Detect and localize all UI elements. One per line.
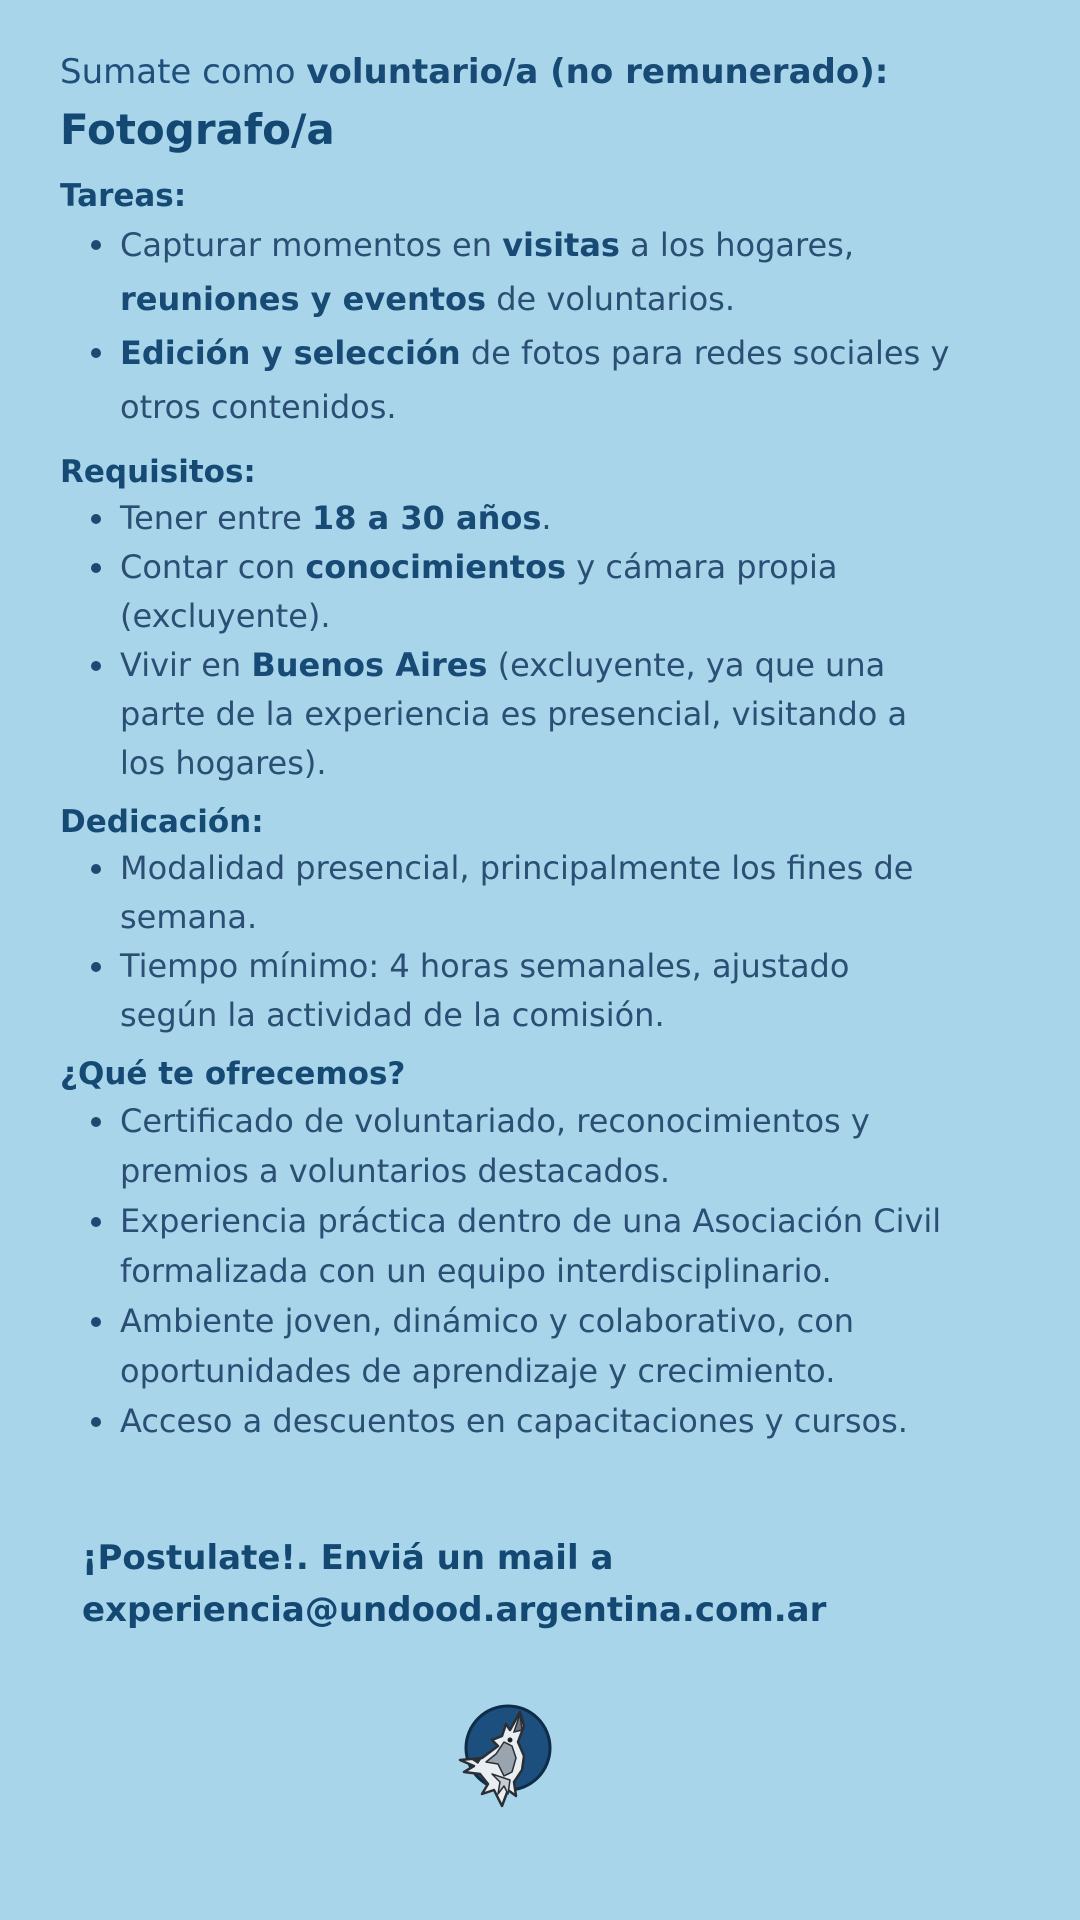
contact-email[interactable]: experiencia@undood.argentina.com.ar: [82, 1590, 827, 1630]
list-item: [120, 844, 1050, 942]
item-text: (excluyente, ya que una: [487, 646, 886, 684]
item-text: según la actividad de la comisión.: [120, 996, 665, 1034]
list-item: [120, 1096, 1050, 1196]
item-text: a los hogares,: [619, 226, 854, 264]
item-bold: 18 a 30 años: [311, 499, 542, 537]
section-title-tareas: Tareas:: [60, 178, 187, 214]
requisitos-list: [60, 494, 1050, 788]
item-text: y cámara propia: [566, 548, 838, 586]
list-item: [120, 218, 1050, 326]
item-text: Tiempo mínimo: 4 horas semanales, ajustado: [120, 947, 850, 985]
item-bold: conocimientos: [305, 548, 567, 586]
list-item: [120, 1396, 1050, 1446]
item-text: otros contenidos.: [120, 388, 397, 426]
list-item: [120, 1296, 1050, 1396]
list-item: [120, 543, 1050, 641]
role-title: Fotografo/a: [60, 105, 335, 154]
wolf-howling-icon: [452, 1702, 554, 1812]
item-text: de fotos para redes sociales y: [460, 334, 950, 372]
ofrecemos-list: [60, 1096, 1050, 1446]
item-bold: reuniones y eventos: [120, 280, 487, 318]
list-item: [120, 1196, 1050, 1296]
item-text: .: [541, 499, 552, 537]
section-title-dedicacion: Dedicación:: [60, 804, 264, 840]
dedicacion-list: [60, 844, 1050, 1040]
item-text: Contar con: [120, 548, 306, 586]
tareas-list: [60, 218, 1050, 434]
item-text: Modalidad presencial, principalmente los fines de: [120, 849, 914, 887]
item-text: formalizada con un equipo interdisciplinario.: [120, 1252, 832, 1290]
item-text: Ambiente joven, dinámico y colaborativo, con: [120, 1302, 855, 1340]
list-item: [120, 641, 1050, 788]
item-text: Tener entre: [120, 499, 312, 537]
section-title-requisitos: Requisitos:: [60, 454, 256, 490]
apply-text: ¡Postulate!. Enviá un mail a: [82, 1538, 614, 1578]
apply-call-to-action: [82, 1532, 826, 1636]
item-text: Vivir en: [120, 646, 252, 684]
item-text: Certificado de voluntariado, reconocimientos y: [120, 1102, 870, 1140]
item-text: oportunidades de aprendizaje y crecimiento.: [120, 1352, 836, 1390]
item-text: Experiencia práctica dentro de una Asociación Civil: [120, 1202, 942, 1240]
item-text: Capturar momentos en: [120, 226, 503, 264]
item-text: los hogares).: [120, 744, 327, 782]
intro-line: [60, 46, 1050, 98]
item-text: (excluyente).: [120, 597, 331, 635]
item-bold: Edición y selección: [120, 334, 461, 372]
item-bold: Buenos Aires: [251, 646, 488, 684]
intro-prefix: Sumate como: [60, 52, 307, 92]
list-item: [120, 942, 1050, 1040]
item-text: semana.: [120, 898, 258, 936]
item-text: Acceso a descuentos en capacitaciones y cursos.: [120, 1402, 908, 1440]
poster-content: [60, 46, 1050, 1446]
item-bold: visitas: [502, 226, 620, 264]
list-item: [120, 326, 1050, 434]
item-text: premios a voluntarios destacados.: [120, 1152, 671, 1190]
intro-highlight: voluntario/a (no remunerado):: [306, 52, 889, 92]
item-text: parte de la experiencia es presencial, visitando a: [120, 695, 908, 733]
list-item: [120, 494, 1050, 543]
section-title-ofrecemos: ¿Qué te ofrecemos?: [60, 1056, 406, 1092]
item-text: de voluntarios.: [486, 280, 735, 318]
